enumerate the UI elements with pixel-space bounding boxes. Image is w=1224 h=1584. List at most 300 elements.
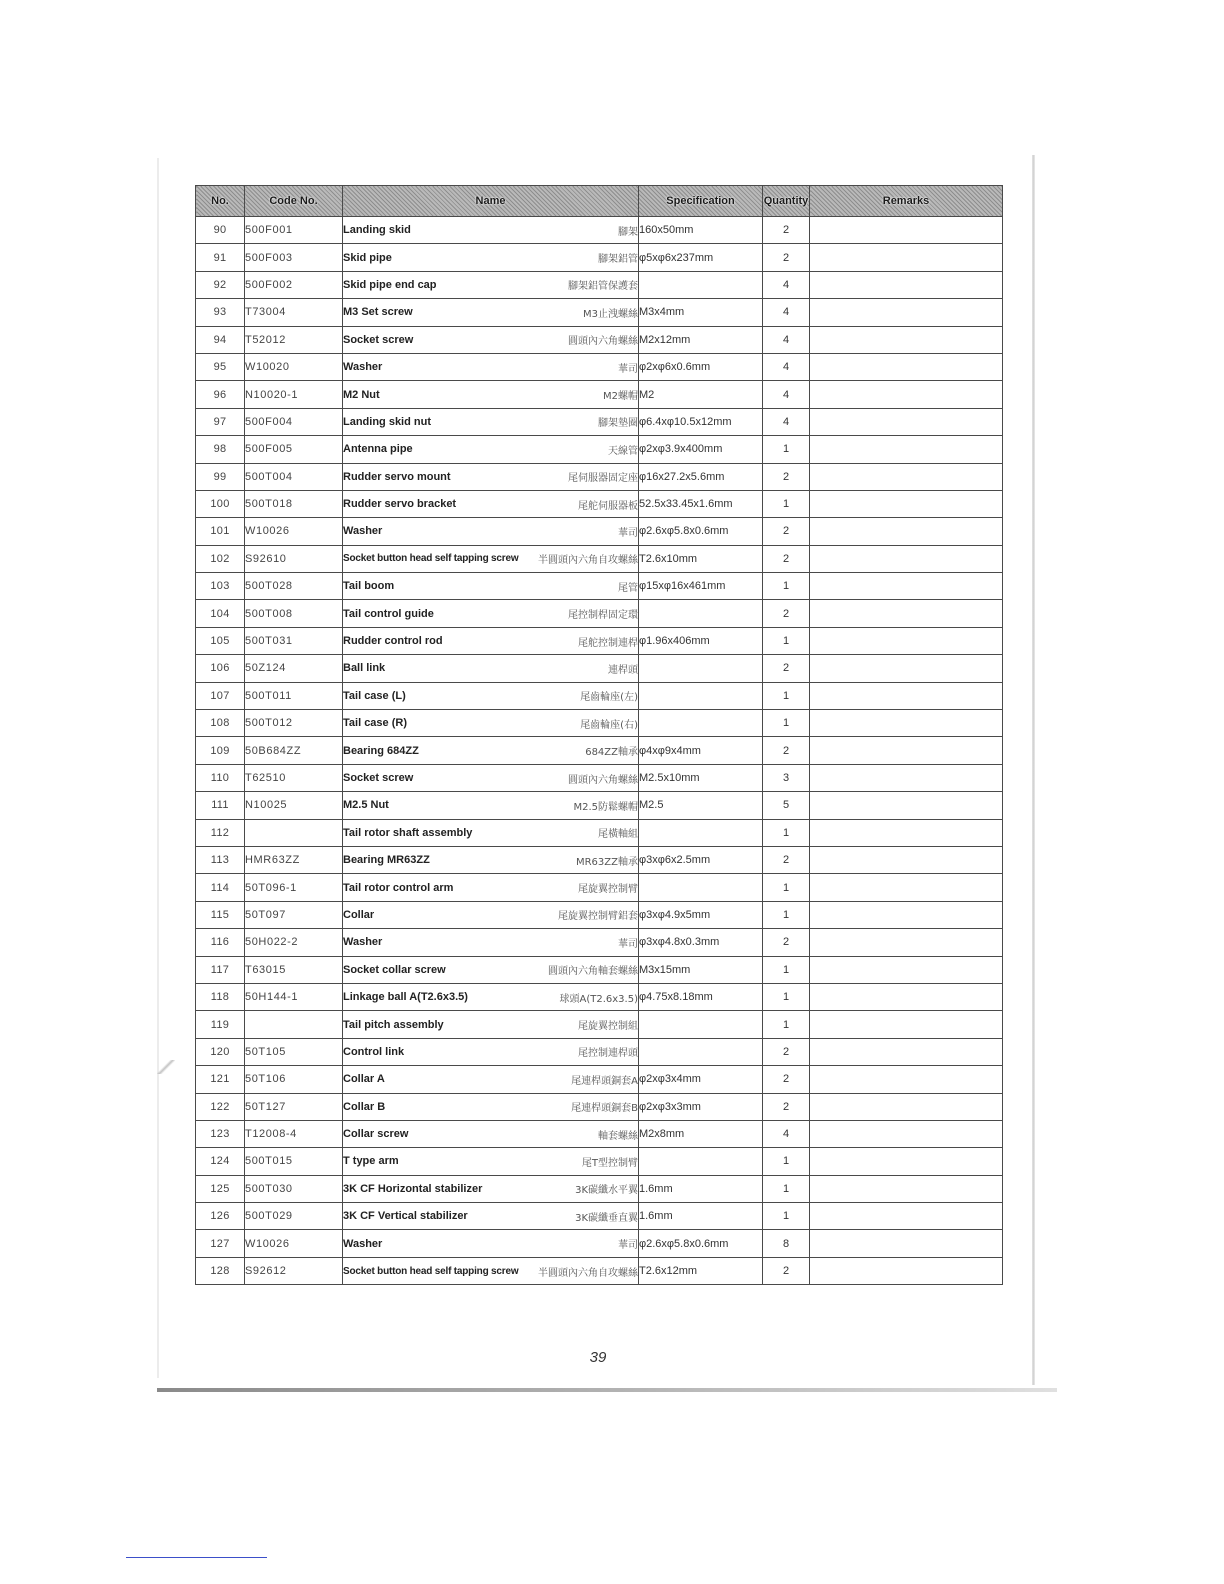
- row-code: 500T018: [245, 490, 343, 517]
- row-no: 119: [196, 1011, 245, 1038]
- row-no: 94: [196, 326, 245, 353]
- row-name-en: T type arm: [343, 1155, 399, 1168]
- row-spec: φ16x27.2x5.6mm: [639, 463, 763, 490]
- row-name-zh: 尾控制連桿頭: [578, 1048, 638, 1060]
- table-row: [196, 956, 1003, 983]
- row-no: 114: [196, 874, 245, 901]
- table-row: [196, 819, 1003, 846]
- row-remarks: [810, 1148, 1003, 1175]
- row-no: 112: [196, 819, 245, 846]
- table-row: [196, 1230, 1003, 1257]
- row-code: T52012: [245, 326, 343, 353]
- row-spec: φ2xφ6x0.6mm: [639, 353, 763, 380]
- row-name: [343, 1120, 639, 1147]
- row-name-en: Landing skid: [343, 224, 411, 237]
- row-no: 99: [196, 463, 245, 490]
- row-qty: 2: [763, 1066, 810, 1093]
- row-no: 97: [196, 408, 245, 435]
- row-remarks: [810, 573, 1003, 600]
- row-no: 128: [196, 1257, 245, 1284]
- row-name: [343, 381, 639, 408]
- row-name: [343, 846, 639, 873]
- row-spec: 1.6mm: [639, 1203, 763, 1230]
- row-name-en: Socket collar screw: [343, 963, 446, 976]
- row-no: 127: [196, 1230, 245, 1257]
- row-name-en: Tail pitch assembly: [343, 1018, 444, 1031]
- table-row: [196, 682, 1003, 709]
- parts-table-header: [196, 186, 1003, 217]
- row-code: S92610: [245, 545, 343, 572]
- row-qty: 1: [763, 1011, 810, 1038]
- row-code: 500T031: [245, 627, 343, 654]
- row-no: 125: [196, 1175, 245, 1202]
- row-no: 109: [196, 737, 245, 764]
- row-no: 121: [196, 1066, 245, 1093]
- row-remarks: [810, 353, 1003, 380]
- parts-table: [195, 185, 1003, 1285]
- table-row: [196, 1203, 1003, 1230]
- parts-table-body: [196, 217, 1003, 1285]
- table-row: [196, 764, 1003, 791]
- row-qty: 2: [763, 518, 810, 545]
- row-name-zh: 尾舵控制連桿: [578, 637, 638, 649]
- row-name-zh: 球頭A(T2.6x3.5): [559, 993, 638, 1005]
- row-name-en: M2.5 Nut: [343, 799, 389, 812]
- row-name-zh: 華司: [618, 938, 638, 950]
- row-qty: 2: [763, 244, 810, 271]
- row-qty: 1: [763, 573, 810, 600]
- table-row: [196, 545, 1003, 572]
- row-no: 124: [196, 1148, 245, 1175]
- row-name-zh: 腳架鋁管: [598, 254, 638, 266]
- row-no: 105: [196, 627, 245, 654]
- table-row: [196, 436, 1003, 463]
- table-row: [196, 573, 1003, 600]
- row-remarks: [810, 1175, 1003, 1202]
- row-name-zh: 圓頭內六角軸套螺絲: [548, 966, 638, 978]
- row-name-en: Washer: [343, 936, 383, 949]
- row-name: [343, 1230, 639, 1257]
- row-name-zh: MR63ZZ軸承: [575, 856, 638, 868]
- row-name: [343, 627, 639, 654]
- row-code: 500T028: [245, 573, 343, 600]
- row-qty: 4: [763, 408, 810, 435]
- table-row: [196, 874, 1003, 901]
- row-spec: φ3xφ4.8x0.3mm: [639, 929, 763, 956]
- table-row: [196, 627, 1003, 654]
- row-spec: φ2.6xφ5.8x0.6mm: [639, 1230, 763, 1257]
- row-name-en: Socket screw: [343, 772, 414, 784]
- table-row: [196, 244, 1003, 271]
- row-qty: 2: [763, 655, 810, 682]
- row-name-zh: 腳架墊圈: [598, 418, 638, 430]
- row-spec: T2.6x12mm: [639, 1257, 763, 1284]
- row-spec: φ4.75x8.18mm: [639, 983, 763, 1010]
- row-remarks: [810, 710, 1003, 737]
- row-name-zh: 圓頭內六角螺絲: [568, 774, 638, 786]
- row-name: [343, 436, 639, 463]
- row-name-en: Rudder servo bracket: [343, 498, 457, 511]
- row-code: N10025: [245, 792, 343, 819]
- row-code: 50H144-1: [245, 983, 343, 1010]
- row-remarks: [810, 682, 1003, 709]
- row-spec: 52.5x33.45x1.6mm: [639, 490, 763, 517]
- row-spec: φ2xφ3x4mm: [639, 1066, 763, 1093]
- row-spec: φ3xφ4.9x5mm: [639, 901, 763, 928]
- row-name-zh: 尾控制桿固定環: [568, 610, 638, 622]
- row-qty: 1: [763, 874, 810, 901]
- row-name-zh: 半圓頭內六角自攻螺絲: [538, 1267, 638, 1279]
- row-no: 102: [196, 545, 245, 572]
- row-name-zh: 尾旋翼控制臂: [578, 884, 638, 896]
- row-no: 116: [196, 929, 245, 956]
- row-name: [343, 1203, 639, 1230]
- row-remarks: [810, 217, 1003, 244]
- row-spec: [639, 1038, 763, 1065]
- row-name-en: Collar screw: [343, 1128, 409, 1141]
- row-name-zh: 軸套螺絲: [598, 1130, 638, 1142]
- row-name-zh: M3止洩螺絲: [583, 308, 638, 320]
- row-name: [343, 271, 639, 298]
- row-code: 500T029: [245, 1203, 343, 1230]
- row-name-en: Collar A: [343, 1073, 385, 1086]
- row-qty: 1: [763, 1175, 810, 1202]
- row-spec: M3x15mm: [639, 956, 763, 983]
- row-spec: M2x12mm: [639, 326, 763, 353]
- row-name: [343, 1093, 639, 1120]
- row-name: [343, 764, 639, 791]
- row-code: 500T011: [245, 682, 343, 709]
- row-name-zh: 尾旋翼控制臂鋁套: [558, 911, 638, 923]
- row-name-en: Tail rotor shaft assembly: [343, 826, 473, 839]
- row-name: [343, 1038, 639, 1065]
- row-name-zh: 尾齒輪座(左): [580, 692, 638, 704]
- table-row: [196, 1175, 1003, 1202]
- scan-mark: [157, 1060, 175, 1074]
- row-spec: φ2xφ3.9x400mm: [639, 436, 763, 463]
- row-qty: 1: [763, 1203, 810, 1230]
- row-name: [343, 1257, 639, 1284]
- row-name-zh: 華司: [618, 527, 638, 539]
- row-spec: [639, 874, 763, 901]
- row-no: 95: [196, 353, 245, 380]
- row-remarks: [810, 1011, 1003, 1038]
- table-row: [196, 1093, 1003, 1120]
- page-number: 39: [589, 1349, 607, 1366]
- row-remarks: [810, 244, 1003, 271]
- row-name-zh: 尾舵伺服器板: [578, 500, 638, 512]
- row-remarks: [810, 792, 1003, 819]
- row-spec: M2.5: [639, 792, 763, 819]
- row-remarks: [810, 1120, 1003, 1147]
- row-name-en: 3K CF Horizontal stabilizer: [343, 1182, 483, 1195]
- row-spec: φ3xφ6x2.5mm: [639, 846, 763, 873]
- row-name: [343, 655, 639, 682]
- table-row: [196, 1066, 1003, 1093]
- row-name: [343, 600, 639, 627]
- row-spec: M2x8mm: [639, 1120, 763, 1147]
- row-name-en: M3 Set screw: [343, 306, 413, 319]
- table-row: [196, 353, 1003, 380]
- row-name-en: Rudder servo mount: [343, 470, 451, 483]
- header-no: No.: [196, 186, 245, 217]
- row-name: [343, 217, 639, 244]
- row-name-zh: 天線管: [608, 445, 638, 457]
- row-code: 500F003: [245, 244, 343, 271]
- row-name-en: Landing skid nut: [343, 415, 431, 428]
- row-qty: 1: [763, 1148, 810, 1175]
- row-name: [343, 518, 639, 545]
- row-name-en: Rudder control rod: [343, 635, 443, 648]
- row-remarks: [810, 490, 1003, 517]
- row-spec: M2.5x10mm: [639, 764, 763, 791]
- row-qty: 2: [763, 1093, 810, 1120]
- row-code: 500T004: [245, 463, 343, 490]
- row-no: 106: [196, 655, 245, 682]
- header-row: [196, 186, 1003, 217]
- row-name: [343, 819, 639, 846]
- row-name-zh: 尾旋翼控制組: [578, 1021, 638, 1033]
- row-no: 107: [196, 682, 245, 709]
- table-row: [196, 929, 1003, 956]
- row-no: 123: [196, 1120, 245, 1147]
- row-name-en: Washer: [343, 1237, 383, 1250]
- row-name: [343, 792, 639, 819]
- row-name-en: Washer: [343, 525, 383, 538]
- row-name: [343, 1066, 639, 1093]
- row-name-zh: 腳架: [618, 226, 638, 238]
- row-no: 98: [196, 436, 245, 463]
- header-remarks: Remarks: [810, 186, 1003, 217]
- row-no: 122: [196, 1093, 245, 1120]
- row-no: 104: [196, 600, 245, 627]
- row-spec: M3x4mm: [639, 299, 763, 326]
- row-code: T12008-4: [245, 1120, 343, 1147]
- row-spec: [639, 600, 763, 627]
- row-spec: φ4xφ9x4mm: [639, 737, 763, 764]
- row-name: [343, 463, 639, 490]
- row-code: W10026: [245, 518, 343, 545]
- row-code: 50H022-2: [245, 929, 343, 956]
- row-qty: 4: [763, 381, 810, 408]
- header-code: Code No.: [245, 186, 343, 217]
- row-remarks: [810, 1257, 1003, 1284]
- row-name-en: Collar B: [343, 1100, 386, 1113]
- table-row: [196, 271, 1003, 298]
- row-name: [343, 299, 639, 326]
- table-row: [196, 381, 1003, 408]
- row-code: 500T012: [245, 710, 343, 737]
- row-remarks: [810, 408, 1003, 435]
- row-remarks: [810, 545, 1003, 572]
- row-name-zh: M2螺帽: [603, 391, 638, 403]
- row-code: 500F001: [245, 217, 343, 244]
- row-name-en: M2 Nut: [343, 388, 380, 401]
- row-remarks: [810, 956, 1003, 983]
- row-name-en: Ball link: [343, 662, 386, 675]
- row-name-zh: 尾橫軸組: [598, 829, 638, 841]
- row-name: [343, 682, 639, 709]
- row-code: 500T030: [245, 1175, 343, 1202]
- row-name: [343, 326, 639, 353]
- row-no: 111: [196, 792, 245, 819]
- row-name: [343, 874, 639, 901]
- row-code: 500F004: [245, 408, 343, 435]
- table-row: [196, 518, 1003, 545]
- row-no: 93: [196, 299, 245, 326]
- row-name: [343, 490, 639, 517]
- row-qty: 2: [763, 846, 810, 873]
- header-qty: Quantity: [763, 186, 810, 217]
- row-remarks: [810, 1066, 1003, 1093]
- header-name: Name: [343, 186, 639, 217]
- table-row: [196, 1011, 1003, 1038]
- row-code: S92612: [245, 1257, 343, 1284]
- table-row: [196, 1120, 1003, 1147]
- row-name-zh: 華司: [618, 363, 638, 375]
- row-spec: φ15xφ16x461mm: [639, 573, 763, 600]
- row-qty: 2: [763, 737, 810, 764]
- row-no: 101: [196, 518, 245, 545]
- row-name-en: Control link: [343, 1045, 405, 1058]
- row-qty: 2: [763, 1038, 810, 1065]
- table-row: [196, 901, 1003, 928]
- row-name: [343, 353, 639, 380]
- row-name: [343, 573, 639, 600]
- row-remarks: [810, 901, 1003, 928]
- row-name: [343, 244, 639, 271]
- row-qty: 1: [763, 819, 810, 846]
- row-qty: 2: [763, 463, 810, 490]
- row-no: 118: [196, 983, 245, 1010]
- row-name-en: Skid pipe end cap: [343, 278, 437, 291]
- table-row: [196, 655, 1003, 682]
- row-code: T62510: [245, 764, 343, 791]
- table-row: [196, 1148, 1003, 1175]
- row-name-zh: 連桿頭: [608, 664, 638, 676]
- row-name-en: Antenna pipe: [343, 443, 413, 456]
- row-remarks: [810, 764, 1003, 791]
- table-row: [196, 600, 1003, 627]
- row-name-en: Linkage ball A(T2.6x3.5): [343, 991, 468, 1004]
- row-code: 50T097: [245, 901, 343, 928]
- row-no: 108: [196, 710, 245, 737]
- row-no: 100: [196, 490, 245, 517]
- row-name-zh: 684ZZ軸承: [585, 747, 638, 759]
- row-spec: 1.6mm: [639, 1175, 763, 1202]
- table-row: [196, 490, 1003, 517]
- table-row: [196, 1257, 1003, 1284]
- row-code: N10020-1: [245, 381, 343, 408]
- row-spec: [639, 819, 763, 846]
- row-code: 500F005: [245, 436, 343, 463]
- row-code: [245, 819, 343, 846]
- row-name-zh: 尾齒輪座(右): [580, 719, 638, 731]
- table-row: [196, 326, 1003, 353]
- row-remarks: [810, 463, 1003, 490]
- row-spec: [639, 271, 763, 298]
- row-remarks: [810, 271, 1003, 298]
- row-remarks: [810, 381, 1003, 408]
- row-code: 50T105: [245, 1038, 343, 1065]
- row-qty: 2: [763, 545, 810, 572]
- row-remarks: [810, 518, 1003, 545]
- row-name-en: Socket screw: [343, 333, 414, 346]
- table-row: [196, 710, 1003, 737]
- row-code: 50Z124: [245, 655, 343, 682]
- row-remarks: [810, 819, 1003, 846]
- page-edge-left: [157, 158, 159, 1378]
- row-name: [343, 929, 639, 956]
- row-no: 113: [196, 846, 245, 873]
- row-code: 50T127: [245, 1093, 343, 1120]
- row-qty: 1: [763, 710, 810, 737]
- row-spec: φ1.96x406mm: [639, 627, 763, 654]
- table-row: [196, 737, 1003, 764]
- row-name-en: Tail rotor control arm: [343, 881, 454, 894]
- row-no: 126: [196, 1203, 245, 1230]
- row-spec: [639, 710, 763, 737]
- row-qty: 1: [763, 436, 810, 463]
- row-spec: [639, 1011, 763, 1038]
- row-spec: 160x50mm: [639, 217, 763, 244]
- row-name: [343, 737, 639, 764]
- row-qty: 2: [763, 600, 810, 627]
- row-code: W10020: [245, 353, 343, 380]
- row-name-zh: 尾T型控制臂: [581, 1157, 638, 1169]
- row-code: W10026: [245, 1230, 343, 1257]
- row-name-en: 3K CF Vertical stabilizer: [343, 1210, 468, 1223]
- row-remarks: [810, 600, 1003, 627]
- row-spec: T2.6x10mm: [639, 545, 763, 572]
- row-code: 500T008: [245, 600, 343, 627]
- row-spec: [639, 655, 763, 682]
- row-remarks: [810, 1093, 1003, 1120]
- row-spec: φ6.4xφ10.5x12mm: [639, 408, 763, 435]
- row-spec: [639, 1148, 763, 1175]
- row-name-zh: M2.5防鬆螺帽: [573, 801, 638, 813]
- page-edge-bottom: [157, 1388, 1057, 1392]
- row-spec: [639, 682, 763, 709]
- table-row: [196, 463, 1003, 490]
- row-remarks: [810, 846, 1003, 873]
- row-name-en: Bearing 684ZZ: [343, 744, 419, 757]
- row-spec: φ2xφ3x3mm: [639, 1093, 763, 1120]
- row-name: [343, 408, 639, 435]
- row-qty: 3: [763, 764, 810, 791]
- row-name-zh: 圓頭內六角螺絲: [568, 336, 638, 348]
- row-code: 50B684ZZ: [245, 737, 343, 764]
- row-name-zh: 腳架鋁管保護套: [568, 281, 638, 293]
- table-row: [196, 1038, 1003, 1065]
- row-name-zh: 華司: [618, 1240, 638, 1252]
- row-remarks: [810, 299, 1003, 326]
- table-row: [196, 983, 1003, 1010]
- row-remarks: [810, 983, 1003, 1010]
- row-spec: φ5xφ6x237mm: [639, 244, 763, 271]
- row-name-en: Socket button head self tapping screw: [343, 553, 519, 565]
- row-name-zh: 3K碳纖垂直翼: [575, 1212, 638, 1224]
- header-spec: Specification: [639, 186, 763, 217]
- row-name-zh: 尾連桿頭銅套B: [571, 1103, 638, 1115]
- row-name-en: Bearing MR63ZZ: [343, 854, 430, 867]
- row-no: 117: [196, 956, 245, 983]
- row-no: 90: [196, 217, 245, 244]
- row-qty: 5: [763, 792, 810, 819]
- row-remarks: [810, 874, 1003, 901]
- row-no: 110: [196, 764, 245, 791]
- row-no: 92: [196, 271, 245, 298]
